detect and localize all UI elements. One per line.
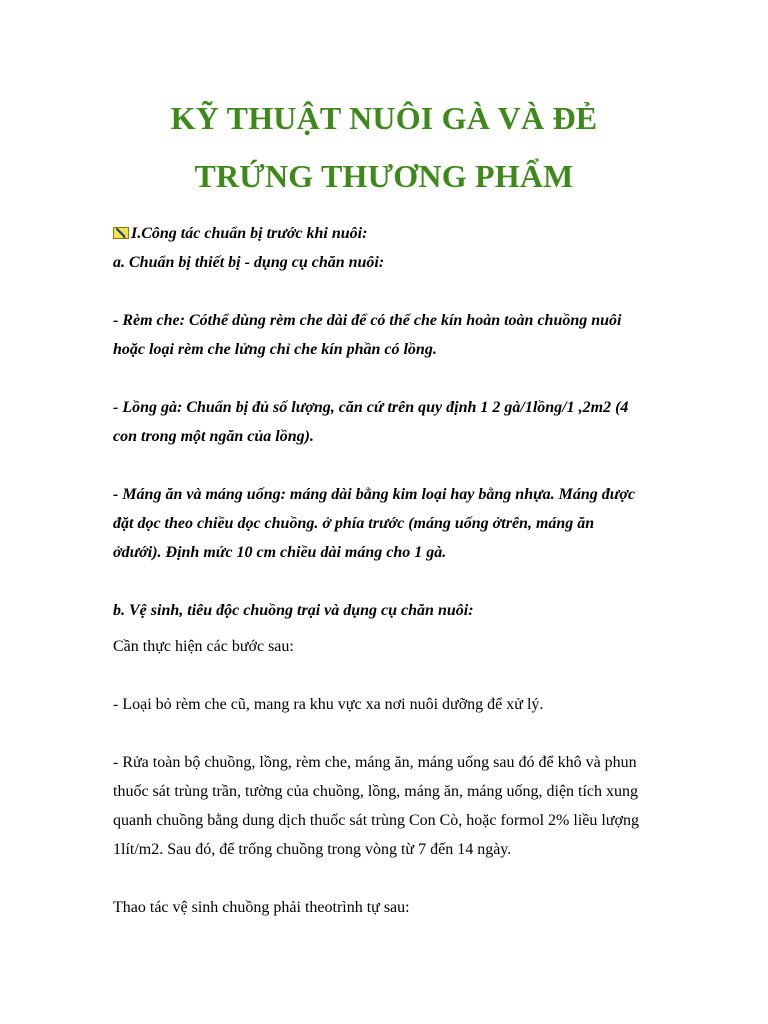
- section-a-heading: a. Chuẩn bị thiết bị - dụng cụ chăn nuôi:: [113, 254, 385, 271]
- step-1: - Loại bỏ rèm che cũ, mang ra khu vực xa nơi nuôi dưỡng để xử lý.: [113, 696, 544, 713]
- steps-intro: Cần thực hiện các bước sau:: [113, 638, 294, 655]
- pencil-note-icon: [113, 226, 130, 240]
- section-b-heading: b. Vệ sinh, tiêu độc chuồng trại và dụng cụ chăn nuôi:: [113, 602, 474, 619]
- mang-line-1: - Máng ăn và máng uống: máng dài bằng kim loại hay bằng nhựa. Máng được: [113, 486, 636, 503]
- rem-che-line-2: hoặc loại rèm che lửng chỉ che kín phần có lồng.: [113, 341, 437, 358]
- step-2-line-1: - Rửa toàn bộ chuồng, lồng, rèm che, máng ăn, máng uống sau đó để khô và phun: [113, 754, 637, 771]
- long-ga-line-1: - Lồng gà: Chuẩn bị đủ số lượng, căn cứ trên quy định 1 2 gà/1lồng/1 ,2m2 (4: [113, 399, 629, 416]
- mang-line-3: ởdưới). Định mức 10 cm chiều dài máng cho 1 gà.: [113, 544, 447, 561]
- document-title-line-1: KỸ THUẬT NUÔI GÀ VÀ ĐẺ: [170, 100, 598, 136]
- mang-line-2: đặt dọc theo chiều dọc chuồng. ở phía trước (máng uống ởtrên, máng ăn: [113, 515, 595, 532]
- section-1-heading: I.Công tác chuẩn bị trước khi nuôi:: [131, 225, 368, 242]
- step-2-line-4: 1lít/m2. Sau đó, để trống chuồng trong vòng từ 7 đến 14 ngày.: [113, 841, 512, 858]
- document-title-line-2: TRỨNG THƯƠNG PHẨM: [194, 158, 574, 194]
- step-2-line-3: quanh chuồng bằng dung dịch thuốc sát trùng Con Cò, hoặc formol 2% liều lượng: [113, 812, 639, 829]
- rem-che-line-1: - Rèm che: Cóthể dùng rèm che dài để có thể che kín hoàn toàn chuồng nuôi: [113, 312, 622, 329]
- long-ga-line-2: con trong một ngăn của lồng).: [113, 428, 314, 445]
- step-2-line-2: thuốc sát trùng trần, tường của chuồng, lồng, máng ăn, máng uống, diện tích xung: [113, 783, 639, 800]
- section-1-heading-row: [113, 225, 367, 243]
- order-intro: Thao tác vệ sinh chuồng phải theotrình tự sau:: [113, 899, 410, 916]
